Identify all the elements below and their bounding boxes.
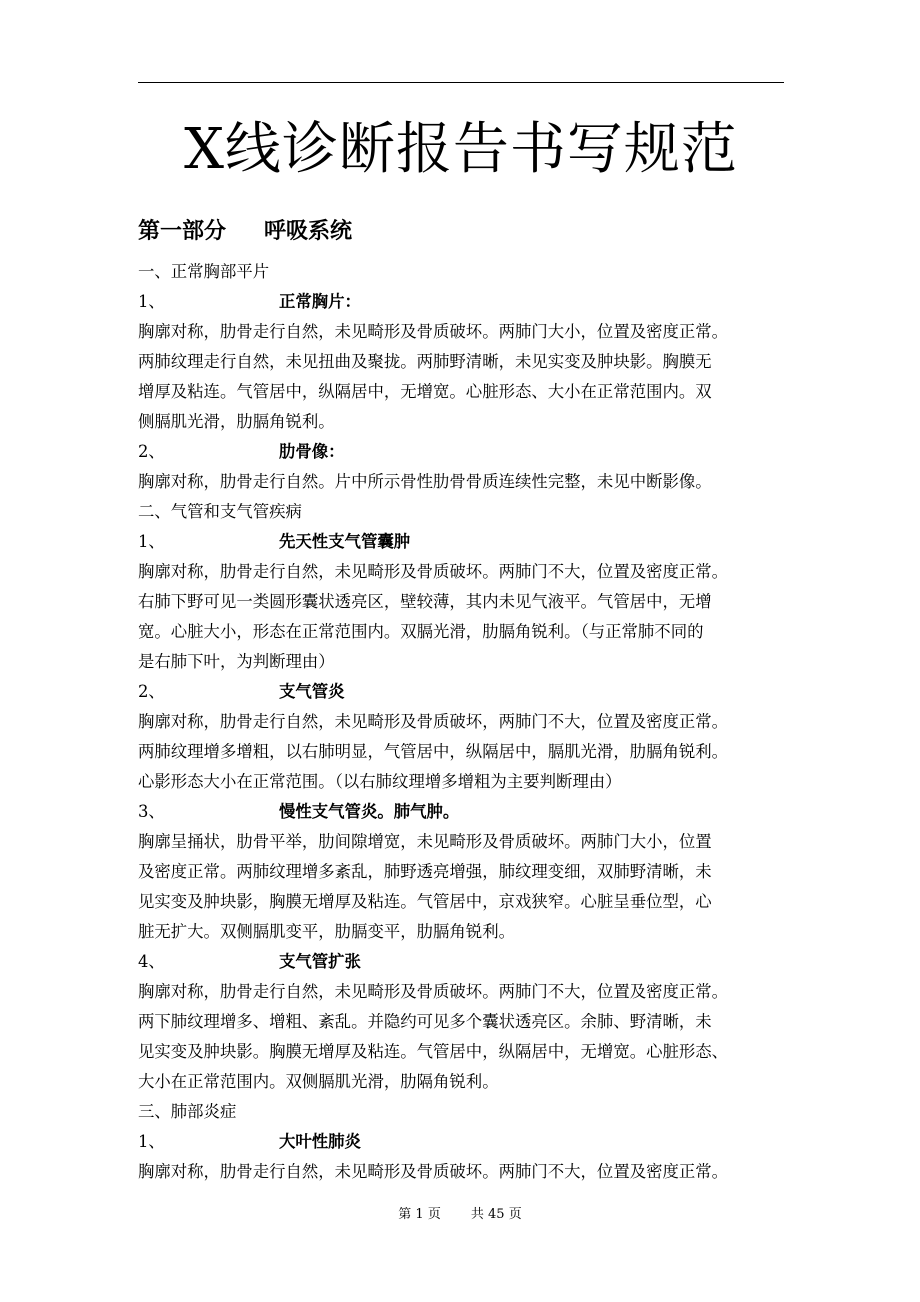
item-heading xyxy=(138,437,784,467)
item-heading xyxy=(138,1127,784,1157)
item-title: 正常胸片： xyxy=(279,292,361,311)
paragraph-line: 胸廓对称，肋骨走行自然，未见畸形及骨质破坏。两肺门不大，位置及密度正常。 xyxy=(138,1162,729,1181)
item-number: 1、 xyxy=(138,1132,165,1151)
paragraph-line: 两肺纹理走行自然，未见扭曲及聚拢。两肺野清晰，未见实变及肿块影。胸膜无 xyxy=(138,352,712,371)
part-name: 呼吸系统 xyxy=(264,218,353,244)
item-number: 3、 xyxy=(138,802,165,821)
part-label: 第一部分 xyxy=(138,218,227,244)
item-heading xyxy=(138,287,784,317)
total-pages: 45 xyxy=(488,1207,505,1222)
section-heading: 三、肺部炎症 xyxy=(138,1102,237,1121)
paragraph-line: 脏无扩大。双侧膈肌变平，肋膈变平，肋膈角锐利。 xyxy=(138,922,515,941)
paragraph-line: 胸廓对称，肋骨走行自然，未见畸形及骨质破坏。两肺门不大，位置及密度正常。 xyxy=(138,562,729,581)
paragraph-line: 大小在正常范围内。双侧膈肌光滑，肋隔角锐利。 xyxy=(138,1072,499,1091)
document-title: X线诊断报告书写规范 xyxy=(184,117,738,182)
item-title: 支气管炎 xyxy=(279,682,345,701)
section-heading: 一、正常胸部平片 xyxy=(138,262,270,281)
paragraph-line: 侧膈肌光滑，肋膈角锐利。 xyxy=(138,412,335,431)
item-title: 肋骨像： xyxy=(279,442,345,461)
paragraph-line: 宽。心脏大小，形态在正常范围内。双膈光滑，肋膈角锐利。（与正常肺不同的 xyxy=(138,622,704,641)
item-number: 2、 xyxy=(138,682,165,701)
paragraph-line: 胸廓对称，肋骨走行自然，未见畸形及骨质破坏。两肺门不大，位置及密度正常。 xyxy=(138,982,729,1001)
item-heading xyxy=(138,947,784,977)
paragraph-line: 见实变及肿块影。胸膜无增厚及粘连。气管居中，纵隔居中，无增宽。心脏形态、 xyxy=(138,1042,729,1061)
paragraph-line: 两下肺纹理增多、增粗、紊乱。并隐约可见多个囊状透亮区。余肺、野清晰，未 xyxy=(138,1012,712,1031)
item-title: 慢性支气管炎。肺气肿。 xyxy=(279,802,460,821)
paragraph-line: 胸廓呈捅状，肋骨平举，肋间隙增宽，未见畸形及骨质破坏。两肺门大小，位置 xyxy=(138,832,712,851)
header-rule xyxy=(138,82,784,83)
item-heading xyxy=(138,677,784,707)
paragraph-line: 胸廓对称，肋骨走行自然，未见畸形及骨质破坏。两肺门大小，位置及密度正常。 xyxy=(138,322,729,341)
item-heading xyxy=(138,527,784,557)
item-heading xyxy=(138,797,784,827)
document-body xyxy=(138,215,784,1187)
paragraph-line: 增厚及粘连。气管居中，纵隔居中，无增宽。心脏形态、大小在正常范围内。双 xyxy=(138,382,712,401)
item-title: 支气管扩张 xyxy=(279,952,361,971)
paragraph-line: 见实变及肿块影，胸膜无增厚及粘连。气管居中，京戏狭窄。心脏呈垂位型，心 xyxy=(138,892,712,911)
paragraph-line: 是右肺下叶，为判断理由） xyxy=(138,652,335,671)
page-number: 1 xyxy=(415,1207,424,1222)
item-title: 先天性支气管囊肿 xyxy=(279,532,411,551)
paragraph-line: 右肺下野可见一类圆形囊状透亮区，壁较薄，其内未见气液平。气管居中，无增 xyxy=(138,592,712,611)
page-footer: 第 1 页 共 45 页 xyxy=(398,1207,522,1222)
paragraph-line: 胸廓对称，肋骨走行自然。片中所示骨性肋骨骨质连续性完整，未见中断影像。 xyxy=(138,472,712,491)
paragraph-line: 心影形态大小在正常范围。（以右肺纹理增多增粗为主要判断理由） xyxy=(138,772,622,791)
section-heading: 二、气管和支气管疾病 xyxy=(138,502,302,521)
item-number: 2、 xyxy=(138,442,165,461)
paragraph-line: 胸廓对称，肋骨走行自然，未见畸形及骨质破坏，两肺门不大，位置及密度正常。 xyxy=(138,712,729,731)
paragraph-line: 及密度正常。两肺纹理增多紊乱，肺野透亮增强，肺纹理变细，双肺野清晰，未 xyxy=(138,862,712,881)
part-heading xyxy=(138,215,784,247)
item-number: 1、 xyxy=(138,532,165,551)
item-title: 大叶性肺炎 xyxy=(279,1132,361,1151)
item-number: 1、 xyxy=(138,292,165,311)
paragraph-line: 两肺纹理增多增粗，以右肺明显，气管居中，纵隔居中，膈肌光滑，肋膈角锐利。 xyxy=(138,742,729,761)
item-number: 4、 xyxy=(138,952,165,971)
